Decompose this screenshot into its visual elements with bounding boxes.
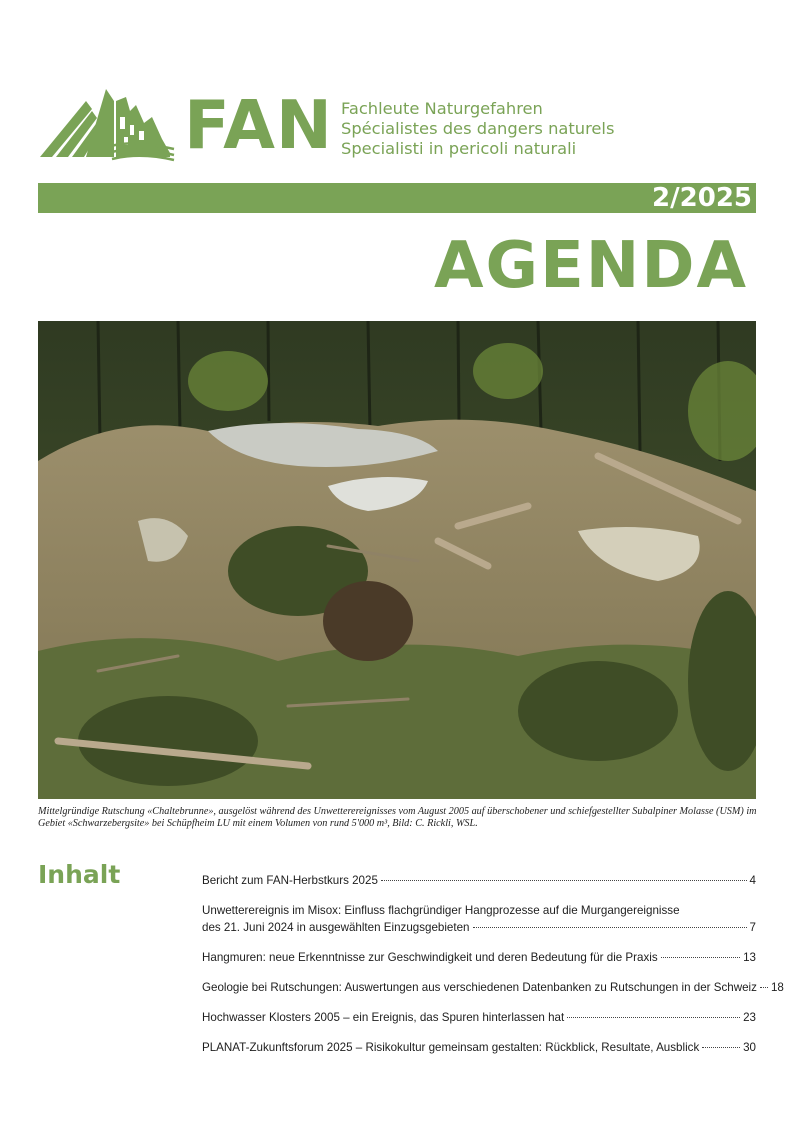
toc-leader-dots	[702, 1047, 740, 1048]
logo-wordmark: FAN	[184, 86, 334, 164]
toc-leader-dots	[760, 987, 768, 988]
toc-entry[interactable]	[202, 872, 756, 889]
tagline-fr: Spécialistes des dangers naturels	[341, 119, 615, 138]
toc-leader-dots	[661, 957, 740, 958]
page-title: AGENDA	[434, 229, 748, 303]
toc-leader-dots	[567, 1017, 740, 1018]
issue-number: 2/2025	[652, 183, 752, 213]
photo-caption: Mittelgründige Rutschung «Chaltebrunne», ausgelöst während des Unwetterereignisses vom August 2005 auf überschobener und schiefgestellter Subalpiner Molasse (USM) im Gebiet «Schwarzebergsite» bei Schüpfheim LU mit einem Volumen von rund 5'000 m³, Bild: C. Rickli, WSL.	[38, 806, 757, 829]
toc-entry-title-line1: Unwetterereignis im Misox: Einfluss flachgründiger Hangprozesse auf die Murgangereignisse	[202, 904, 680, 917]
toc-entry[interactable]	[202, 1039, 756, 1056]
toc-entry-page: 23	[743, 1011, 756, 1024]
toc-entry-title: Bericht zum FAN-Herbstkurs 2025	[202, 874, 378, 887]
fan-logo-icon	[40, 87, 175, 162]
toc-entry-page: 30	[743, 1041, 756, 1054]
toc-entry-page: 4	[749, 874, 756, 887]
header-band	[38, 183, 756, 213]
table-of-contents	[202, 872, 784, 1069]
toc-entry[interactable]	[202, 902, 756, 936]
toc-entry-page: 13	[743, 951, 756, 964]
toc-entry[interactable]	[202, 949, 756, 966]
toc-heading: Inhalt	[38, 860, 121, 889]
toc-entry[interactable]	[202, 1009, 756, 1026]
toc-entry-title: Hangmuren: neue Erkenntnisse zur Geschwindigkeit und deren Bedeutung für die Praxis	[202, 951, 658, 964]
toc-leader-dots	[473, 927, 747, 928]
toc-entry-title: PLANAT-Zukunftsforum 2025 – Risikokultur gemeinsam gestalten: Rückblick, Resultate, Ausblick	[202, 1041, 700, 1054]
toc-entry-title: Geologie bei Rutschungen: Auswertungen aus verschiedenen Datenbanken zu Rutschungen in der Schweiz	[202, 981, 757, 994]
tagline-de: Fachleute Naturgefahren	[341, 99, 543, 118]
toc-entry-title: Hochwasser Klosters 2005 – ein Ereignis, das Spuren hinterlassen hat	[202, 1011, 565, 1024]
taglines	[341, 99, 614, 159]
cover-photo	[38, 321, 756, 799]
toc-entry-title: des 21. Juni 2024 in ausgewählten Einzugsgebieten	[202, 921, 470, 934]
toc-entry[interactable]	[202, 979, 784, 996]
toc-leader-dots	[381, 880, 747, 881]
toc-entry-page: 7	[749, 921, 756, 934]
toc-entry-page: 18	[770, 981, 784, 994]
tagline-it: Specialisti in pericoli naturali	[341, 139, 577, 158]
